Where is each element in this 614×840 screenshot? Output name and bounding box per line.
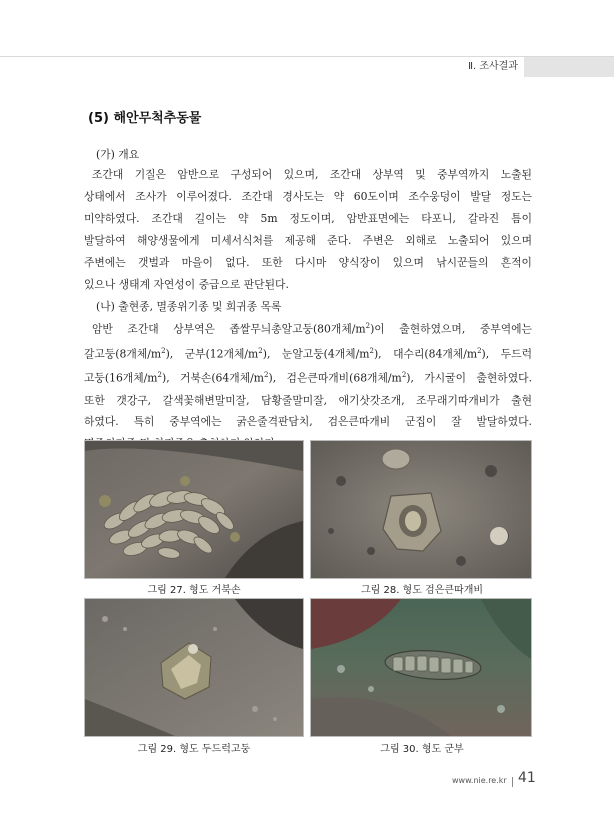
species-line: 암반 조간대 상부역은 좁쌀무늬총알고둥(80개체$/m^2$)이 출현하였으며, 중부역에는 (92, 322, 532, 336)
overview-line: 상태에서 조사가 이루어졌다. 조간대 경사도는 약 60도이며 조수웅덩이 발달 정도는 (84, 189, 532, 203)
overview-line: 조간대 기질은 암반으로 구성되어 있으며, 조간대 상부역 및 중부역까지 노출된 (92, 168, 532, 181)
overview-line: 주변에는 갯벌과 마을이 없다. 또한 다시마 양식장이 있으며 낚시꾼들의 흔적이 (84, 255, 532, 269)
figure-caption-29: 그림 29. 형도 두드럭고둥 (137, 744, 251, 755)
overview-line: 미약하였다. 조간대 길이는 약 5m 정도이며, 암반표면에는 타포니, 갈라진 틈이 (84, 211, 532, 225)
overview-paragraph (84, 164, 532, 295)
species-line: 고둥(16개체$/m^2$), 거북손(64개체$/m^2$), 검은큰따개비(68개체$/m^2$), 가시굴이 출현하였다. (84, 371, 533, 385)
chapter-title: Ⅱ. 조사결과 (468, 61, 518, 72)
overview-heading: (가) 개요 (96, 148, 140, 161)
photo-whelk (84, 598, 304, 737)
species-line: 또한 갯강구, 갈색꽃해변말미잘, 담황줄말미잘, 애기삿갓조개, 조무래기따개비가 출현 (84, 393, 532, 407)
overview-line: 발달하여 해양생물에게 미세서식처를 제공해 준다. 주변은 외해로 노출되어 있으며 (84, 233, 532, 247)
overview-line: 있으나 생태계 자연성이 중급으로 판단된다. (84, 277, 289, 291)
photo-black-barnacle (310, 440, 532, 579)
section-title: (5) 해안무척추동물 (88, 111, 202, 126)
footer-url: www.nie.re.kr (452, 776, 507, 785)
footer-separator (512, 777, 513, 787)
photo-goose-barnacle (84, 440, 304, 579)
species-heading: (나) 출현종, 멸종위기종 및 희귀종 목록 (96, 300, 282, 313)
species-line: 갈고둥(8개체$/m^2$), 군부(12개체$/m^2$), 눈알고둥(4개체$/m^2$), 대수리(84개체$/m^2$), 두드럭 (84, 346, 532, 361)
species-paragraph (84, 316, 532, 455)
figure-caption-27: 그림 27. 형도 거북손 (147, 585, 241, 596)
page-number: 41 (518, 770, 536, 786)
species-line: 하였다. 특히 중부역에는 굵은줄격판담치, 검은큰따개비 군집이 잘 발달하였다. (84, 415, 532, 429)
photo-chiton (310, 598, 532, 737)
figure-caption-28: 그림 28. 형도 검은큰따개비 (360, 585, 484, 596)
figure-caption-30: 그림 30. 형도 군부 (380, 744, 464, 755)
header-tab (524, 57, 614, 77)
header-rule (0, 56, 614, 57)
